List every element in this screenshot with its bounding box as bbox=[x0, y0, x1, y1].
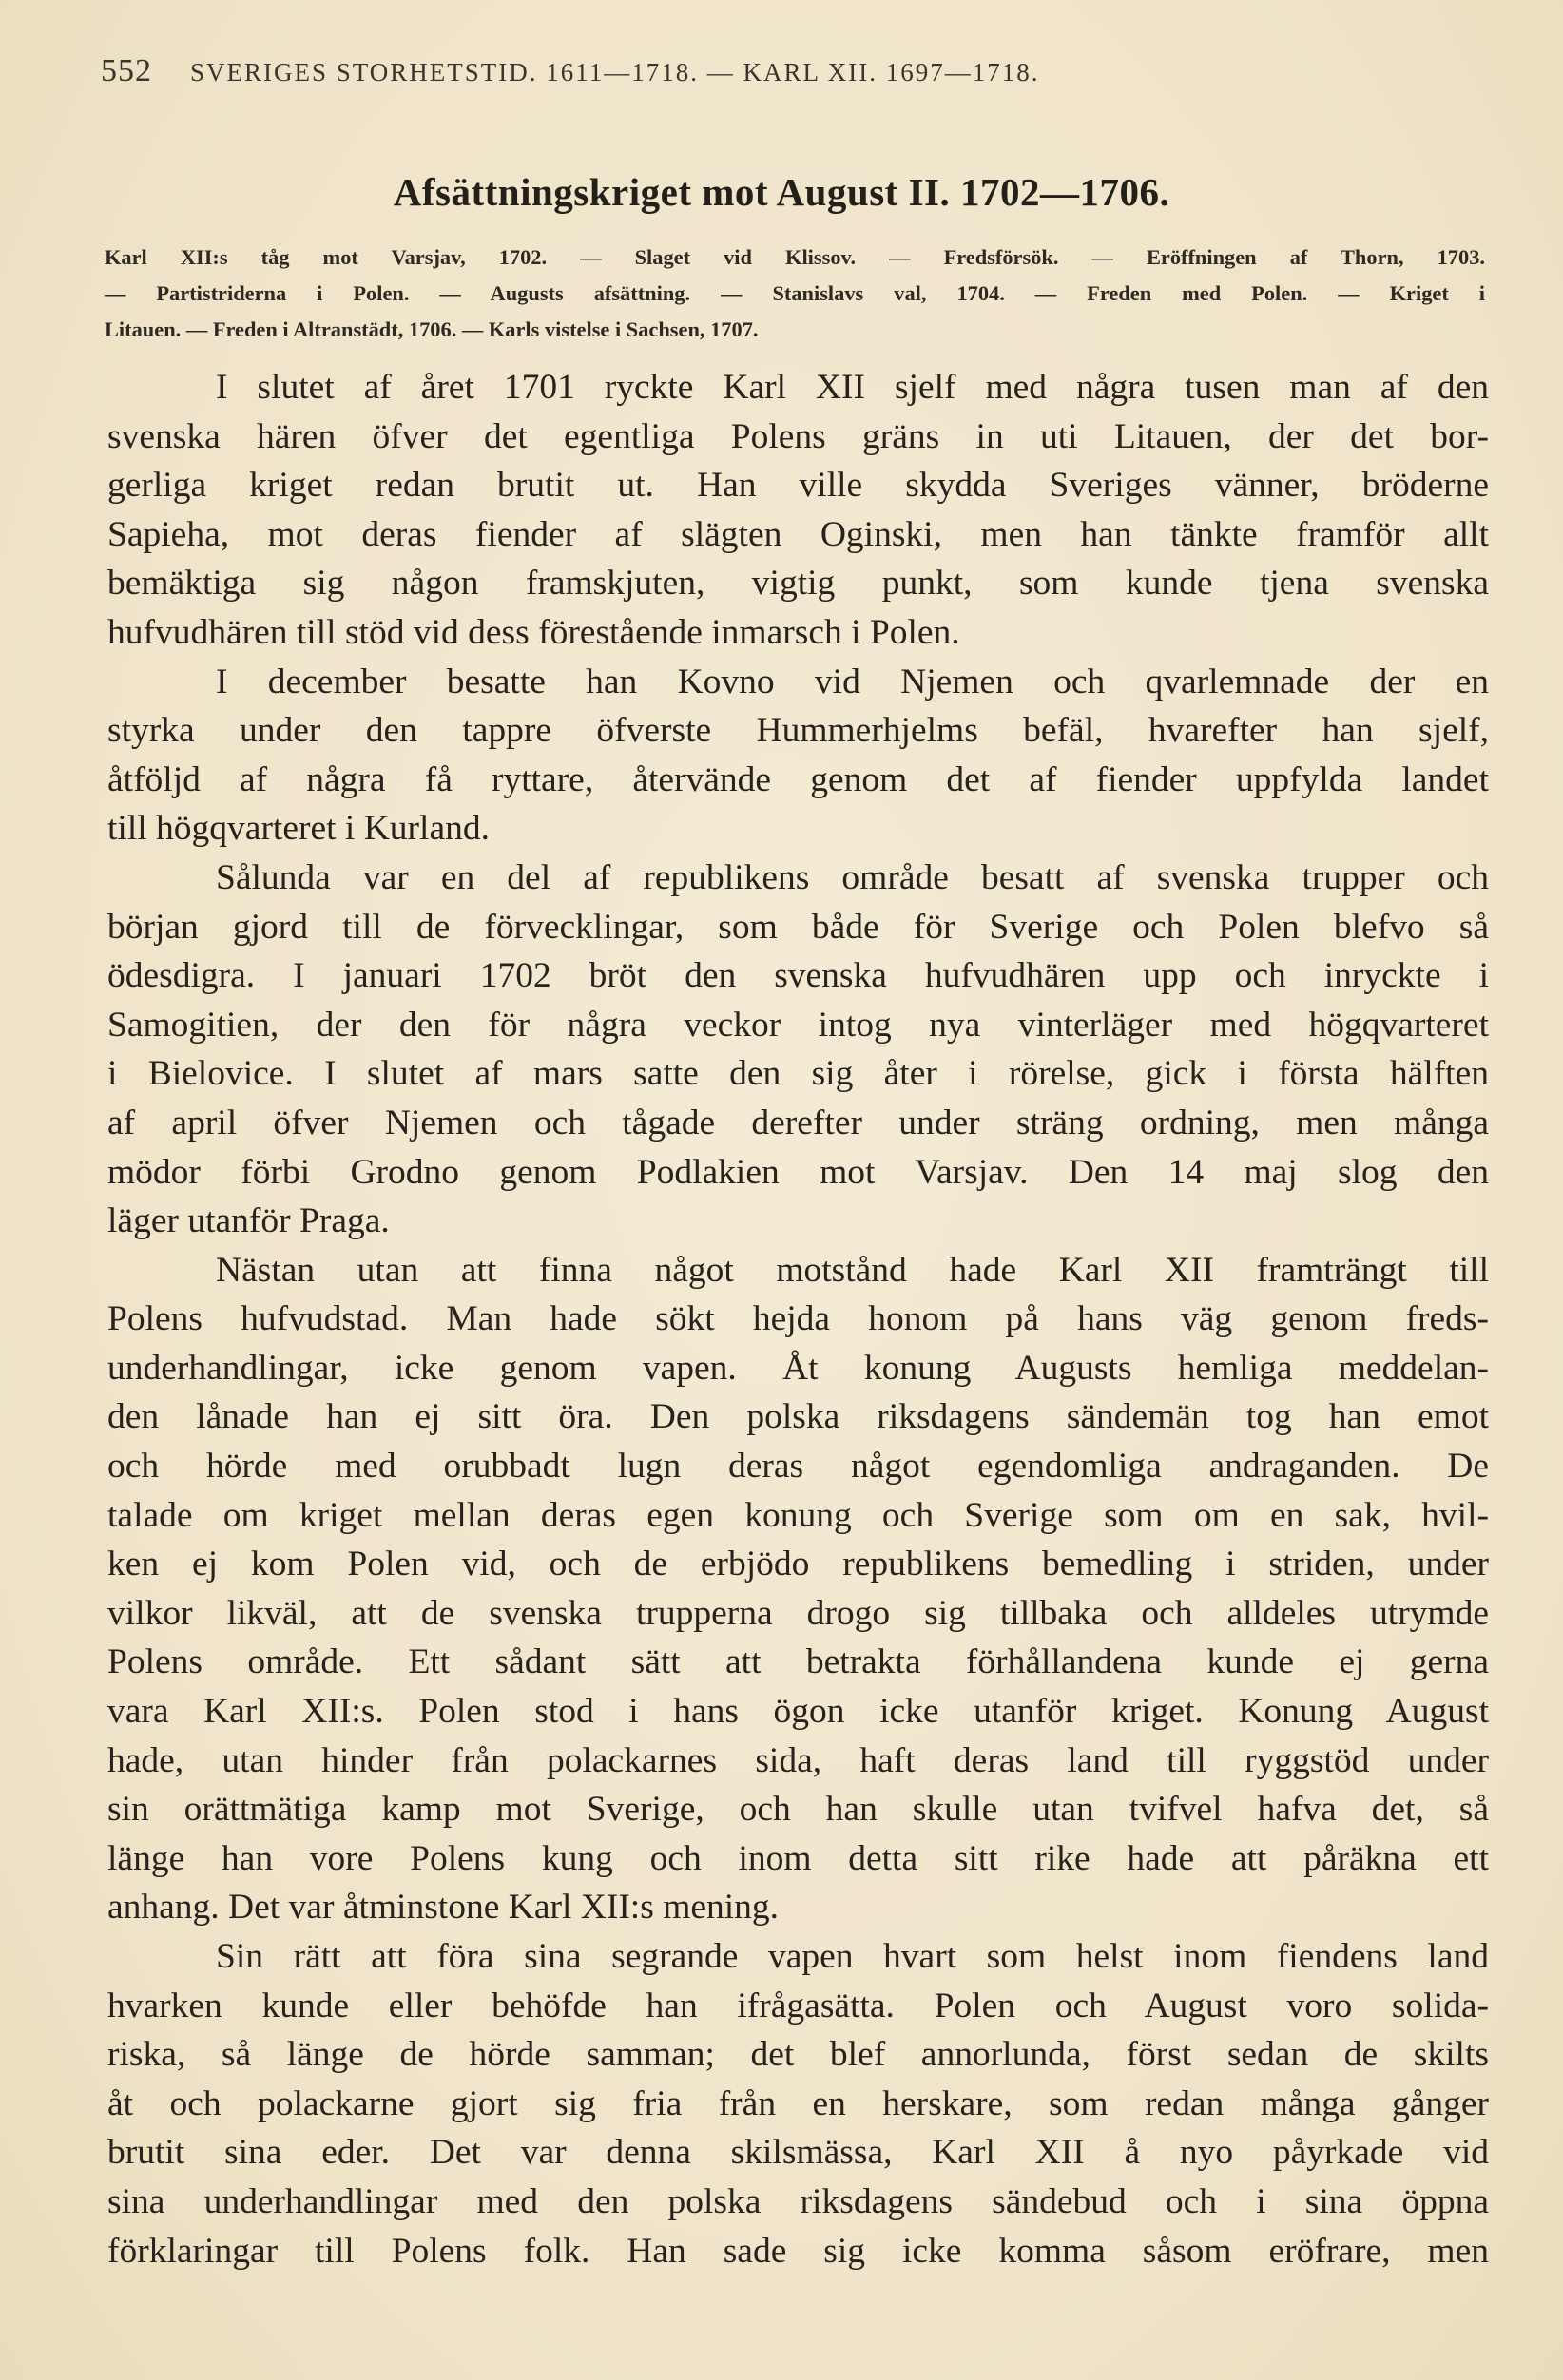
page-number: 552 bbox=[101, 53, 152, 88]
text-line: åtföljd af några få ryttare, återvände genom det af fiender uppfylda landet bbox=[107, 759, 1489, 799]
text-line: talade om kriget mellan deras egen konung och Sverige som om en sak, hvil- bbox=[107, 1495, 1489, 1535]
synopsis-line: — Partistriderna i Polen. — Augusts afsättning. — Stanislavs val, 1704. — Freden med Polen. — Kriget i bbox=[105, 281, 1485, 305]
text-line: Polens hufvudstad. Man hade sökt hejda honom på hans väg genom freds- bbox=[107, 1299, 1489, 1339]
text-line: och hörde med orubbadt lugn deras något egendomliga andraganden. De bbox=[107, 1447, 1489, 1487]
text-line: i Bielovice. I slutet af mars satte den sig åter i rörelse, gick i första hälften bbox=[107, 1054, 1489, 1094]
running-title: SVERIGES STORHETSTID. 1611—1718. — KARL XII. 1697—1718. bbox=[190, 58, 1040, 86]
text-line: den lånade han ej sitt öra. Den polska riksdagens sändemän tog han emot bbox=[107, 1397, 1489, 1437]
text-line: underhandlingar, icke genom vapen. Åt konung Augusts hemliga meddelan- bbox=[107, 1348, 1489, 1388]
text-line: Nästan utan att finna något motstånd hade Karl XII framträngt till bbox=[216, 1250, 1489, 1290]
text-line: vara Karl XII:s. Polen stod i hans ögon icke utanför kriget. Konung August bbox=[107, 1692, 1489, 1732]
chapter-synopsis bbox=[105, 240, 1485, 348]
text-line: Polens område. Ett sådant sätt att betrakta förhållandena kunde ej gerna bbox=[107, 1642, 1489, 1682]
text-line: ken ej kom Polen vid, och de erbjödo republikens bemedling i striden, under bbox=[107, 1545, 1489, 1584]
text-line: bemäktiga sig någon framskjuten, vigtig punkt, som kunde tjena svenska bbox=[107, 564, 1489, 604]
text-line: anhang. Det var åtminstone Karl XII:s mening. bbox=[107, 1888, 780, 1928]
text-line: hvarken kunde eller behöfde han ifrågasätta. Polen och August voro solida- bbox=[107, 1986, 1489, 2025]
running-header bbox=[101, 53, 1489, 95]
text-line: sin orättmätiga kamp mot Sverige, och han skulle utan tvifvel hafva det, så bbox=[107, 1790, 1489, 1830]
text-line: mödor förbi Grodno genom Podlakien mot Varsjav. Den 14 maj slog den bbox=[107, 1152, 1489, 1192]
synopsis-line: Karl XII:s tåg mot Varsjav, 1702. — Slaget vid Klissov. — Fredsförsök. — Eröffningen af Thorn, 1703. bbox=[105, 245, 1485, 269]
text-line: brutit sina eder. Det var denna skilsmässa, Karl XII å nyo påyrkade vid bbox=[107, 2133, 1489, 2173]
text-line: gerliga kriget redan brutit ut. Han ville skydda Sveriges vänner, bröderne bbox=[107, 466, 1489, 506]
text-line: Sin rätt att föra sina segrande vapen hvart som helst inom fiendens land bbox=[216, 1937, 1489, 1976]
text-line: Sålunda var en del af republikens område besatt af svenska trupper och bbox=[216, 857, 1489, 897]
text-line: Samogitien, der den för några veckor intog nya vinterläger med högqvarteret bbox=[107, 1005, 1489, 1045]
text-line: I slutet af året 1701 ryckte Karl XII sjelf med några tusen man af den bbox=[216, 368, 1489, 407]
text-line: vilkor likväl, att de svenska trupperna drogo sig tillbaka och alldeles utrymde bbox=[107, 1593, 1489, 1633]
text-line: styrka under den tappre öfverste Hummerhjelms befäl, hvarefter han sjelf, bbox=[107, 711, 1489, 751]
text-line: till högqvarteret i Kurland. bbox=[107, 809, 490, 849]
text-line: början gjord till de förvecklingar, som både för Sverige och Polen blefvo så bbox=[107, 907, 1489, 947]
text-line: förklaringar till Polens folk. Han sade sig icke komma såsom eröfrare, men bbox=[107, 2231, 1489, 2271]
text-line: svenska hären öfver det egentliga Polens gräns in uti Litauen, der det bor- bbox=[107, 416, 1489, 456]
body-text bbox=[107, 363, 1489, 2275]
text-line: hade, utan hinder från polackarnes sida, haft deras land till ryggstöd under bbox=[107, 1740, 1489, 1780]
synopsis-line: Litauen. — Freden i Altranstädt, 1706. — Karls vistelse i Sachsen, 1707. bbox=[105, 317, 759, 341]
text-line: I december besatte han Kovno vid Njemen och qvarlemnade der en bbox=[216, 662, 1489, 701]
text-line: sina underhandlingar med den polska riksdagens sändebud och i sina öppna bbox=[107, 2181, 1489, 2221]
text-line: åt och polackarne gjort sig fria från en herskare, som redan många gånger bbox=[107, 2083, 1489, 2123]
text-line: ödesdigra. I januari 1702 bröt den svenska hufvudhären upp och inryckte i bbox=[107, 956, 1489, 996]
text-line: riska, så länge de hörde samman; det blef annorlunda, först sedan de skilts bbox=[107, 2035, 1489, 2075]
text-line: af april öfver Njemen och tågade derefter under sträng ordning, men många bbox=[107, 1103, 1489, 1142]
text-line: hufvudhären till stöd vid dess förestående inmarsch i Polen. bbox=[107, 612, 960, 652]
chapter-title: Afsättningskriget mot August II. 1702—1706. bbox=[393, 170, 1170, 214]
text-line: Sapieha, mot deras fiender af slägten Oginski, men han tänkte framför allt bbox=[107, 514, 1489, 554]
text-line: läger utanför Praga. bbox=[107, 1201, 390, 1241]
text-line: länge han vore Polens kung och inom detta sitt rike hade att påräkna ett bbox=[107, 1838, 1489, 1878]
